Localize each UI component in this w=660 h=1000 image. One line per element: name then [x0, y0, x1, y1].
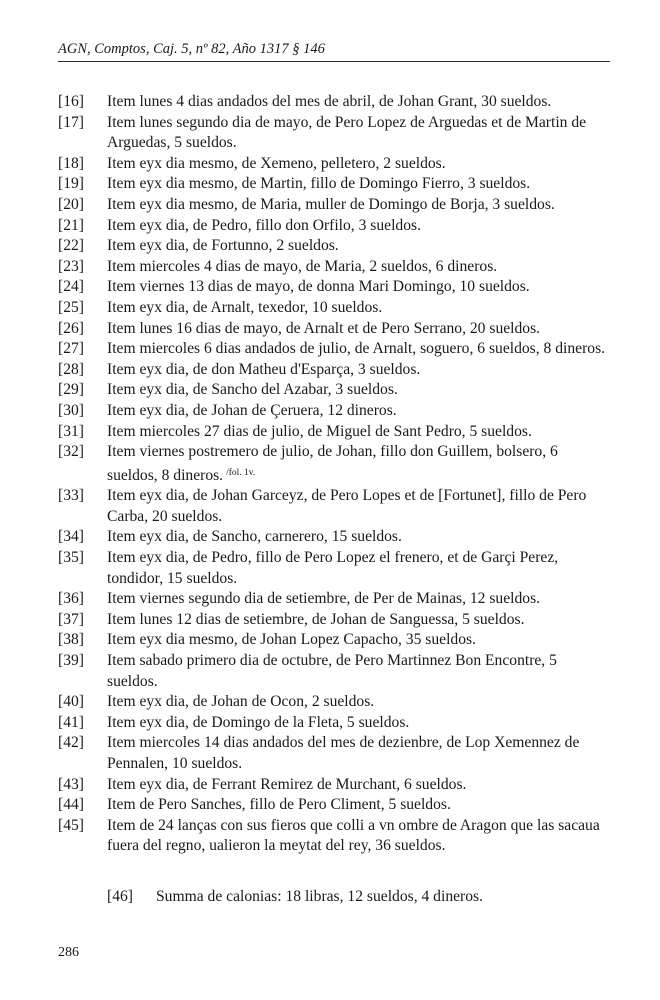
entry-number: [35] — [58, 549, 84, 567]
entry-row — [58, 548, 610, 589]
entry-body: Item eyx dia, de Johan Garceyz, de Pero Lopes et de [Fortunet], fillo de Pero Carba, 20 sueldos. — [107, 487, 587, 525]
entry-number: [39] — [58, 652, 84, 670]
entry-body: Item lunes 12 dias de setiembre, de Johan de Sanguessa, 5 sueldos. — [107, 610, 525, 628]
entry-body: Item eyx dia, de Arnalt, texedor, 10 sueldos. — [107, 298, 383, 316]
entry-text — [107, 486, 610, 527]
entry-text — [107, 113, 610, 154]
entry-body: Item eyx dia mesmo, de Xemeno, pelletero, 2 sueldos. — [107, 154, 446, 172]
entry-text — [107, 92, 610, 113]
entry-number: [32] — [58, 443, 84, 461]
entry-body: Item miercoles 4 dias de mayo, de Maria, 2 sueldos, 6 dineros. — [107, 257, 498, 275]
entry-text — [107, 795, 610, 816]
entry-text — [107, 527, 610, 548]
entry-row — [58, 422, 610, 443]
entry-text — [107, 298, 610, 319]
entry-body: Item eyx dia, de Pedro, fillo don Orfilo, 3 sueldos. — [107, 216, 421, 234]
entry-number: [22] — [58, 237, 84, 255]
entry-text — [107, 651, 610, 692]
entry-row — [58, 319, 610, 340]
entry-row — [58, 442, 610, 486]
entry-text — [107, 236, 610, 257]
entry-row — [58, 775, 610, 796]
entry-number: [28] — [58, 360, 84, 378]
entry-number: [40] — [58, 693, 84, 711]
entry-row — [58, 174, 610, 195]
entry-row — [58, 651, 610, 692]
entry-number: [20] — [58, 195, 84, 213]
entry-row — [58, 216, 610, 237]
entry-body: Item de 24 lanças con sus fieros que colli a vn ombre de Aragon que las sacaua fuera del regno, ualieron la meytat del rey, 36 sueldos. — [107, 816, 600, 855]
entry-number: [25] — [58, 298, 84, 316]
entry-row — [58, 154, 610, 175]
entry-text — [107, 610, 610, 631]
entry-number: [19] — [58, 175, 84, 193]
entry-body: Item eyx dia, de Sancho, carnerero, 15 sueldos. — [107, 528, 402, 546]
entry-body: Item miercoles 6 dias andados de julio, de Arnalt, soguero, 6 sueldos, 8 dineros. — [107, 340, 606, 358]
entry-number: [38] — [58, 631, 84, 649]
entry-body: Item eyx dia, de Sancho del Azabar, 3 sueldos. — [107, 381, 398, 399]
entry-body: Item eyx dia mesmo, de Maria, muller de Domingo de Borja, 3 sueldos. — [107, 195, 555, 213]
entry-number: [26] — [58, 319, 84, 337]
entry-text — [107, 216, 610, 237]
entry-body: Item lunes 4 dias andados del mes de abril, de Johan Grant, 30 sueldos. — [107, 93, 552, 110]
entry-row — [58, 713, 610, 734]
entry-body: Item lunes segundo dia de mayo, de Pero Lopez de Arguedas et de Martin de Arguedas, 5 sueldos. — [107, 113, 587, 152]
entry-body: Item eyx dia, de Fortunno, 2 sueldos. — [107, 237, 339, 255]
entry-text — [107, 816, 610, 857]
entry-row — [58, 401, 610, 422]
entry-row — [58, 360, 610, 381]
entry-list — [58, 92, 610, 857]
folio-marker: /fol. 1v. — [226, 467, 256, 478]
entry-number: [45] — [58, 816, 84, 834]
entry-row — [58, 339, 610, 360]
entry-text — [107, 630, 610, 651]
entry-number: [41] — [58, 713, 84, 731]
entry-body: Item de Pero Sanches, fillo de Pero Climent, 5 sueldos. — [107, 796, 451, 814]
entry-body: Item miercoles 27 dias de julio, de Miguel de Sant Pedro, 5 sueldos. — [107, 422, 532, 440]
entry-row — [58, 733, 610, 774]
entry-body: Item eyx dia mesmo, de Johan Lopez Capacho, 35 sueldos. — [107, 631, 476, 649]
entry-text — [107, 277, 610, 298]
entry-body: Item lunes 16 dias de mayo, de Arnalt et de Pero Serrano, 20 sueldos. — [107, 319, 541, 337]
entry-text — [107, 775, 610, 796]
entry-text — [107, 713, 610, 734]
entry-row — [58, 816, 610, 857]
entry-row — [58, 277, 610, 298]
entry-text — [107, 548, 610, 589]
entry-number: [37] — [58, 610, 84, 628]
entry-body: Item eyx dia, de Ferrant Remirez de Murchant, 6 sueldos. — [107, 775, 467, 793]
entry-number: [18] — [58, 154, 84, 172]
entry-number: [16] — [58, 93, 84, 110]
entry-row — [58, 486, 610, 527]
entry-number: [23] — [58, 257, 84, 275]
entry-number: [43] — [58, 775, 84, 793]
summa-entry — [107, 887, 610, 908]
entry-text — [107, 360, 610, 381]
entry-text — [107, 442, 610, 486]
entry-number: [27] — [58, 340, 84, 358]
entry-text — [107, 401, 610, 422]
entry-row — [58, 92, 610, 113]
page-number: 286 — [58, 945, 79, 960]
entry-number: [29] — [58, 381, 84, 399]
entry-number: [31] — [58, 422, 84, 440]
summa-text: Summa de calonias: 18 libras, 12 sueldos, 4 dineros. — [156, 888, 483, 905]
entry-row — [58, 795, 610, 816]
entry-number: [30] — [58, 401, 84, 419]
entry-body: Item viernes 13 dias de mayo, de donna Mari Domingo, 10 sueldos. — [107, 278, 530, 296]
entry-row — [58, 630, 610, 651]
entry-row — [58, 113, 610, 154]
entry-number: [36] — [58, 590, 84, 608]
entry-row — [58, 380, 610, 401]
entry-text — [107, 174, 610, 195]
entry-body: Item eyx dia, de Domingo de la Fleta, 5 sueldos. — [107, 713, 410, 731]
entry-text — [107, 733, 610, 774]
entry-row — [58, 692, 610, 713]
entry-row — [58, 257, 610, 278]
entry-body: Item eyx dia, de Johan de Çeruera, 12 dineros. — [107, 401, 397, 419]
entry-row — [58, 610, 610, 631]
entry-text — [107, 589, 610, 610]
entry-number: [34] — [58, 528, 84, 546]
running-header: AGN, Comptos, Caj. 5, nº 82, Año 1317 § 146 — [58, 41, 325, 57]
entry-number: [33] — [58, 487, 84, 505]
entry-text — [107, 422, 610, 443]
entry-number: [17] — [58, 113, 84, 131]
entry-body: Item viernes postremero de julio, de Johan, fillo don Guillem, bolsero, 6 sueldos, 8 dineros. — [107, 443, 558, 484]
entry-text — [107, 339, 610, 360]
entry-body: Item miercoles 14 dias andados del mes de dezienbre, de Lop Xemennez de Pennalen, 10 sueldos. — [107, 734, 580, 772]
entry-number: [21] — [58, 216, 84, 234]
entry-row — [58, 298, 610, 319]
entry-body: Item eyx dia, de Pedro, fillo de Pero Lopez el frenero, et de Garçi Perez, tondidor, 15 sueldos. — [107, 549, 559, 587]
entry-body: Item sabado primero dia de octubre, de Pero Martinnez Bon Encontre, 5 sueldos. — [107, 652, 557, 690]
header-rule — [58, 61, 610, 62]
entry-text — [107, 257, 610, 278]
summa-number: [46] — [107, 888, 133, 905]
entry-row — [58, 589, 610, 610]
entry-number: [42] — [58, 734, 84, 752]
entry-body: Item viernes segundo dia de setiembre, de Per de Mainas, 12 sueldos. — [107, 590, 541, 608]
entry-text — [107, 692, 610, 713]
entry-text — [107, 195, 610, 216]
entry-row — [58, 195, 610, 216]
entry-text — [107, 154, 610, 175]
entry-row — [58, 236, 610, 257]
entry-row — [58, 527, 610, 548]
entry-number: [24] — [58, 278, 84, 296]
entry-body: Item eyx dia, de Johan de Ocon, 2 sueldos. — [107, 693, 375, 711]
entry-body: Item eyx dia, de don Matheu d'Esparça, 3 sueldos. — [107, 360, 421, 378]
entry-text — [107, 380, 610, 401]
entry-text — [107, 319, 610, 340]
entry-number: [44] — [58, 796, 84, 814]
entry-body: Item eyx dia mesmo, de Martin, fillo de Domingo Fierro, 3 sueldos. — [107, 175, 531, 193]
